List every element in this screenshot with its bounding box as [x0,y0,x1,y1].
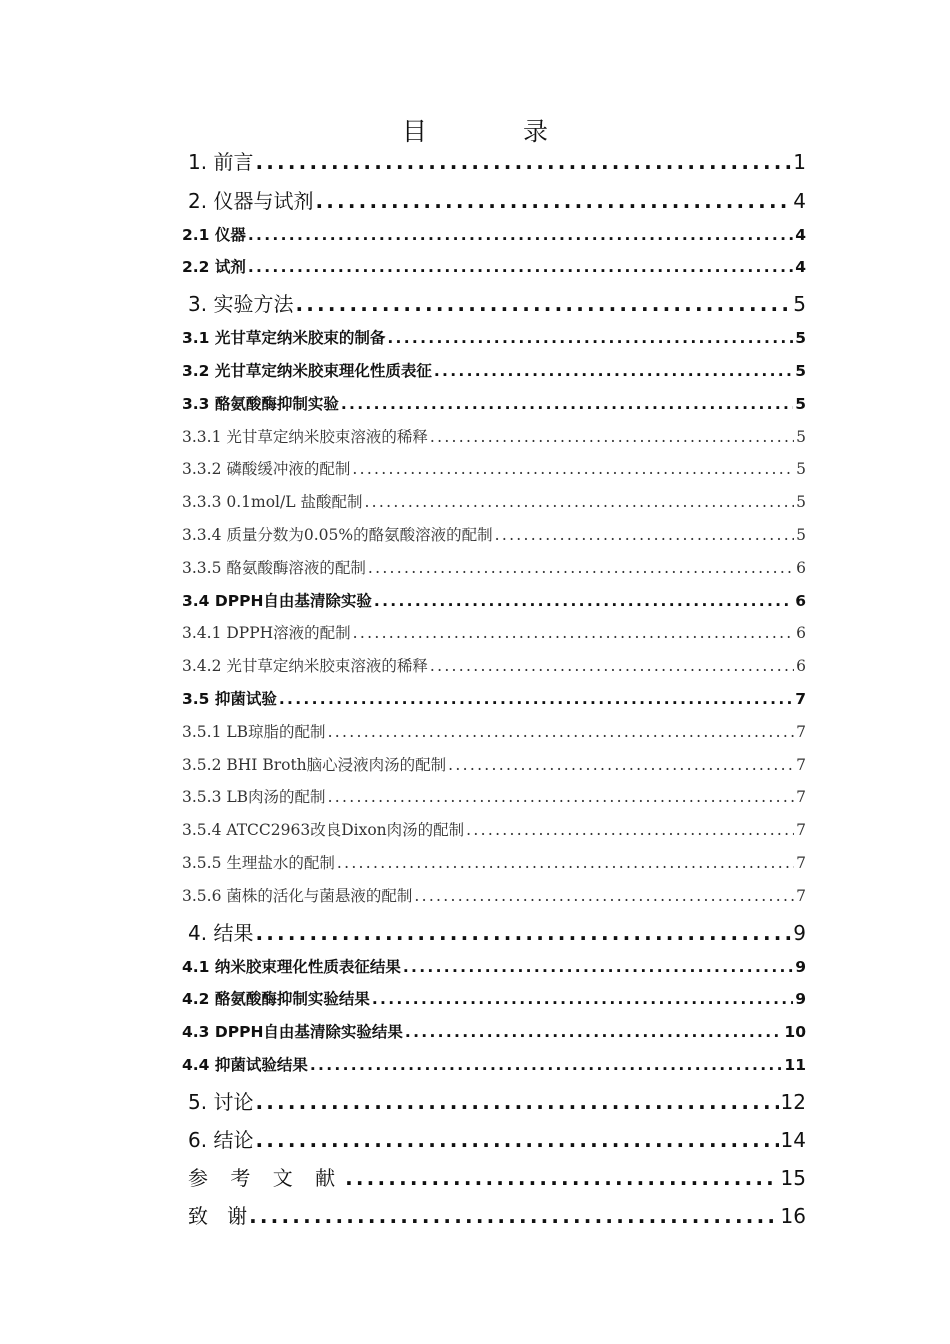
toc-entry-page: 6 [796,624,806,642]
toc-entry-page: 5 [793,292,806,316]
toc-entry[interactable] [182,654,806,678]
toc-entry[interactable] [188,288,806,316]
toc-entry[interactable] [188,1162,806,1190]
toc-entry-label: 3.5.2 BHI Broth脑心浸液肉汤的配制 [182,756,447,774]
toc-entry-label: 3.3.4 质量分数为0.05%的酪氨酸溶液的配制 [182,526,493,544]
toc-entry[interactable] [188,1124,806,1152]
toc-entry[interactable] [188,917,806,945]
toc-entry-label: 4.2 酪氨酸酶抑制实验结果 [182,990,370,1008]
dot-leader [434,362,793,380]
toc-entry[interactable] [182,884,806,908]
toc-entry[interactable] [182,785,806,809]
dot-leader [255,921,791,945]
toc-entry[interactable] [182,621,806,645]
toc-entry[interactable] [182,425,806,449]
toc-entry-label: 1. 前言 [188,150,254,174]
toc-entry-label: 3.3.1 光甘草定纳米胶束溶液的稀释 [182,428,428,446]
toc-entry-page: 7 [795,690,806,708]
toc-entry-label: 3.5.3 LB肉汤的配制 [182,788,326,806]
toc-entry[interactable] [182,326,806,350]
toc-entry-page: 5 [795,362,806,380]
toc-title: 目 录 [402,117,592,146]
dot-leader [374,592,793,610]
dot-leader [430,657,794,675]
toc-entry-label: 4. 结果 [188,921,254,945]
toc-entry[interactable] [188,146,806,174]
toc-entry-page: 4 [795,226,806,244]
dot-leader [352,460,794,478]
toc-entry-page: 7 [796,854,806,872]
dot-leader [279,690,793,708]
dot-leader [255,150,791,174]
toc-entry[interactable] [182,457,806,481]
toc-entry-page: 7 [796,756,806,774]
dot-leader [328,723,795,741]
toc-entry-label: 3.3.2 磷酸缓冲液的配制 [182,460,351,478]
toc-entry[interactable] [182,1020,806,1044]
dot-leader [403,958,793,976]
toc-entry[interactable] [182,851,806,875]
toc-entry-label: 3.3.3 0.1mol/L 盐酸配制 [182,493,363,511]
toc-entry-page: 12 [780,1090,806,1114]
toc-entry-page: 7 [796,887,806,905]
toc-entry-label: 2.2 试剂 [182,258,246,276]
toc-entry-label: 3.5.1 LB琼脂的配制 [182,723,326,741]
toc-entry-page: 5 [796,428,806,446]
toc-entry-page: 6 [796,559,806,577]
toc-entry-page: 5 [795,329,806,347]
toc-entry-page: 11 [784,1056,806,1074]
dot-leader [255,1128,778,1152]
toc-entry-page: 9 [793,921,806,945]
toc-entry-page: 6 [796,657,806,675]
toc-entry-page: 4 [793,189,806,213]
toc-entry-page: 1 [793,150,806,174]
toc-entry-label: 2. 仪器与试剂 [188,189,314,213]
toc-entry[interactable] [182,490,806,514]
toc-entry[interactable] [182,589,806,613]
toc-entry-page: 5 [796,460,806,478]
toc-entry-label: 参 考 文 献 [188,1166,344,1190]
toc-entry-label: 5. 讨论 [188,1090,254,1114]
toc-entry-label: 3.3.5 酪氨酸酶溶液的配制 [182,559,366,577]
toc-entry[interactable] [182,392,806,416]
toc-entry[interactable] [182,359,806,383]
dot-leader [249,1204,778,1228]
dot-leader [405,1023,783,1041]
toc-entry-label: 3.4.2 光甘草定纳米胶束溶液的稀释 [182,657,428,675]
toc-entry-label: 3.2 光甘草定纳米胶束理化性质表征 [182,362,432,380]
dot-leader [364,493,794,511]
toc-entry-page: 16 [780,1204,806,1228]
toc-entry-page: 7 [796,723,806,741]
dot-leader [341,395,793,413]
dot-leader [295,292,791,316]
dot-leader [372,990,793,1008]
toc-entry-page: 10 [784,1023,806,1041]
toc-entry[interactable] [182,523,806,547]
toc-entry-page: 7 [796,821,806,839]
toc-entry-page: 5 [796,526,806,544]
toc-entry-label: 3.3 酪氨酸酶抑制实验 [182,395,339,413]
toc-entry-page: 14 [780,1128,806,1152]
dot-leader [368,559,794,577]
toc-entry[interactable] [182,818,806,842]
dot-leader [328,788,795,806]
toc-entry-label: 3.5.4 ATCC2963改良Dixon肉汤的配制 [182,821,465,839]
toc-entry-label: 4.4 抑菌试验结果 [182,1056,308,1074]
toc-entry[interactable] [182,255,806,279]
toc-entry-label: 3.5.6 菌株的活化与菌悬液的配制 [182,887,413,905]
toc-entry-label: 3.4.1 DPPH溶液的配制 [182,624,351,642]
dot-leader [466,821,794,839]
dot-leader [448,756,794,774]
toc-entry-label: 4.1 纳米胶束理化性质表征结果 [182,958,401,976]
dot-leader [430,428,794,446]
toc-entry-label: 6. 结论 [188,1128,254,1152]
toc-entry-page: 15 [780,1166,806,1190]
toc-entry-page: 5 [795,395,806,413]
toc-entry[interactable] [182,987,806,1011]
dot-leader [387,329,793,347]
dot-leader [353,624,794,642]
toc-entry-page: 6 [795,592,806,610]
toc-entry-label: 3.5 抑菌试验 [182,690,277,708]
toc-entry[interactable] [182,753,806,777]
toc-entry[interactable] [188,1200,806,1228]
toc-entry[interactable] [182,955,806,979]
toc-entry-page: 7 [796,788,806,806]
toc-entry[interactable] [182,223,806,247]
toc-entry[interactable] [182,720,806,744]
toc-entry-label: 3.5.5 生理盐水的配制 [182,854,335,872]
toc-entry-page: 9 [795,990,806,1008]
toc-entry-label: 3. 实验方法 [188,292,294,316]
dot-leader [310,1056,783,1074]
dot-leader [414,887,794,905]
toc-entry-label: 2.1 仪器 [182,226,246,244]
dot-leader [345,1166,778,1190]
toc-entry-label: 3.1 光甘草定纳米胶束的制备 [182,329,386,347]
toc-entry-label: 4.3 DPPH自由基清除实验结果 [182,1023,403,1041]
dot-leader [495,526,795,544]
dot-leader [248,226,793,244]
toc-entry-label: 致 谢 [188,1204,248,1228]
dot-leader [255,1090,778,1114]
toc-entry[interactable] [182,687,806,711]
toc-entry-page: 4 [795,258,806,276]
toc-entry-page: 5 [796,493,806,511]
toc-entry[interactable] [182,556,806,580]
toc-entry[interactable] [188,1086,806,1114]
toc-entry[interactable] [188,185,806,213]
toc-entry[interactable] [182,1053,806,1077]
toc-entry-page: 9 [795,958,806,976]
dot-leader [248,258,793,276]
toc-entry-label: 3.4 DPPH自由基清除实验 [182,592,372,610]
dot-leader [315,189,791,213]
dot-leader [337,854,794,872]
